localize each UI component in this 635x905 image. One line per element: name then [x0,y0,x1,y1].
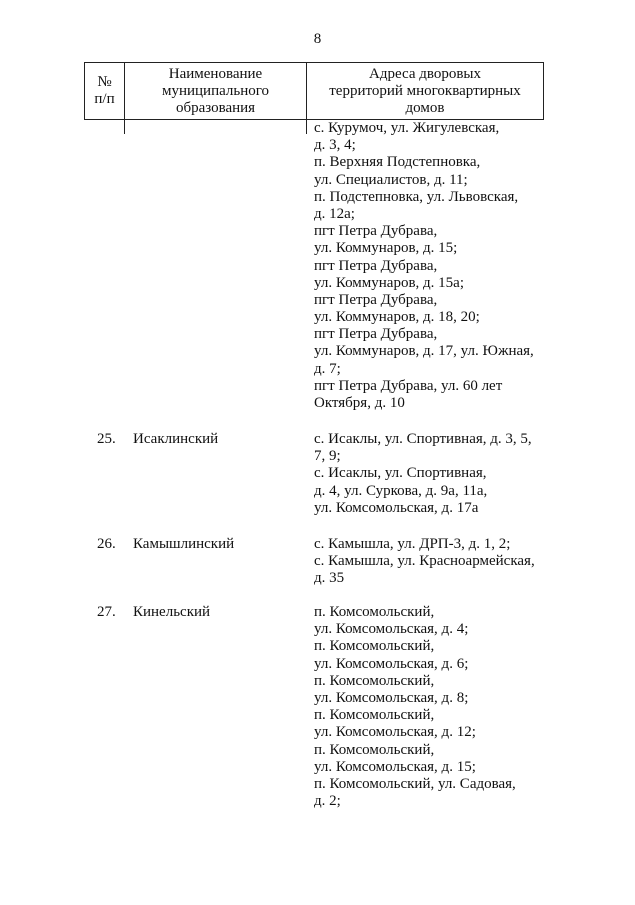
address-line: ул. Комсомольская, д. 12; [314,724,476,741]
column-divider [306,120,307,134]
address-line: пгт Петра Дубрава, [314,223,438,240]
header-addresses-column: Адреса дворовых территорий многоквартирных домов [329,65,521,116]
address-line: с. Курумоч, ул. Жигулевская, [314,120,500,136]
address-line: ул. Комсомольская, д. 17а [314,499,479,516]
addresses [314,431,554,517]
address-line: с. Исаклы, ул. Спортивная, [314,465,487,482]
address-line: д. 3, 4; [314,137,356,154]
address-line: д. 7; [314,360,341,377]
address-line: ул. Комсомольская, д. 8; [314,689,469,706]
address-line: ул. Коммунаров, д. 18, 20; [314,309,480,326]
address-line: ул. Коммунаров, д. 15; [314,240,458,257]
address-line: ул. Специалистов, д. 11; [314,171,468,188]
address-line: п. Комсомольский, [314,672,435,689]
address-line: с. Исаклы, ул. Спортивная, д. 3, 5, [314,431,532,447]
row-number: 27. [97,604,116,620]
address-line: п. Верхняя Подстепновка, [314,154,481,171]
address-line: п. Комсомольский, [314,638,435,655]
page-number: 8 [313,31,322,47]
row-number: 25. [97,431,116,447]
address-line: ул. Коммунаров, д. 17, ул. Южная, [314,343,534,360]
header-name-column: Наименование муниципального образования [125,63,307,119]
table-header [84,62,544,120]
continuation-addresses [314,120,554,412]
address-line: д. 2; [314,793,341,810]
address-line: д. 12а; [314,205,355,222]
address-line: с. Камышла, ул. Красноармейская, [314,553,535,570]
municipality-name: Исаклинский [133,431,219,447]
address-line: пгт Петра Дубрава, [314,257,438,274]
address-line: п. Комсомольский, ул. Садовая, [314,775,516,792]
address-line: ул. Коммунаров, д. 15а; [314,274,465,291]
header-number-column: № п/п [85,63,125,119]
column-divider [124,120,125,134]
row-number: 26. [97,536,116,552]
address-line: Октября, д. 10 [314,395,405,411]
address-line: п. Комсомольский, [314,707,435,724]
address-line: п. Подстепновка, ул. Львовская, [314,188,519,205]
addresses [314,604,554,810]
address-line: пгт Петра Дубрава, [314,291,438,308]
address-line: пгт Петра Дубрава, ул. 60 лет [314,377,503,394]
addresses [314,536,554,588]
address-line: ул. Комсомольская, д. 15; [314,758,476,775]
address-line: 7, 9; [314,448,341,465]
municipality-name: Камышлинский [133,536,235,552]
address-line: п. Комсомольский, [314,741,435,758]
municipality-name: Кинельский [133,604,211,620]
address-line: ул. Комсомольская, д. 4; [314,621,469,638]
address-line: д. 35 [314,570,345,587]
address-line: д. 4, ул. Суркова, д. 9а, 11а, [314,482,488,499]
address-line: пгт Петра Дубрава, [314,326,438,343]
address-line: п. Комсомольский, [314,604,435,620]
address-line: с. Камышла, ул. ДРП-3, д. 1, 2; [314,536,511,552]
address-line: ул. Комсомольская, д. 6; [314,655,469,672]
